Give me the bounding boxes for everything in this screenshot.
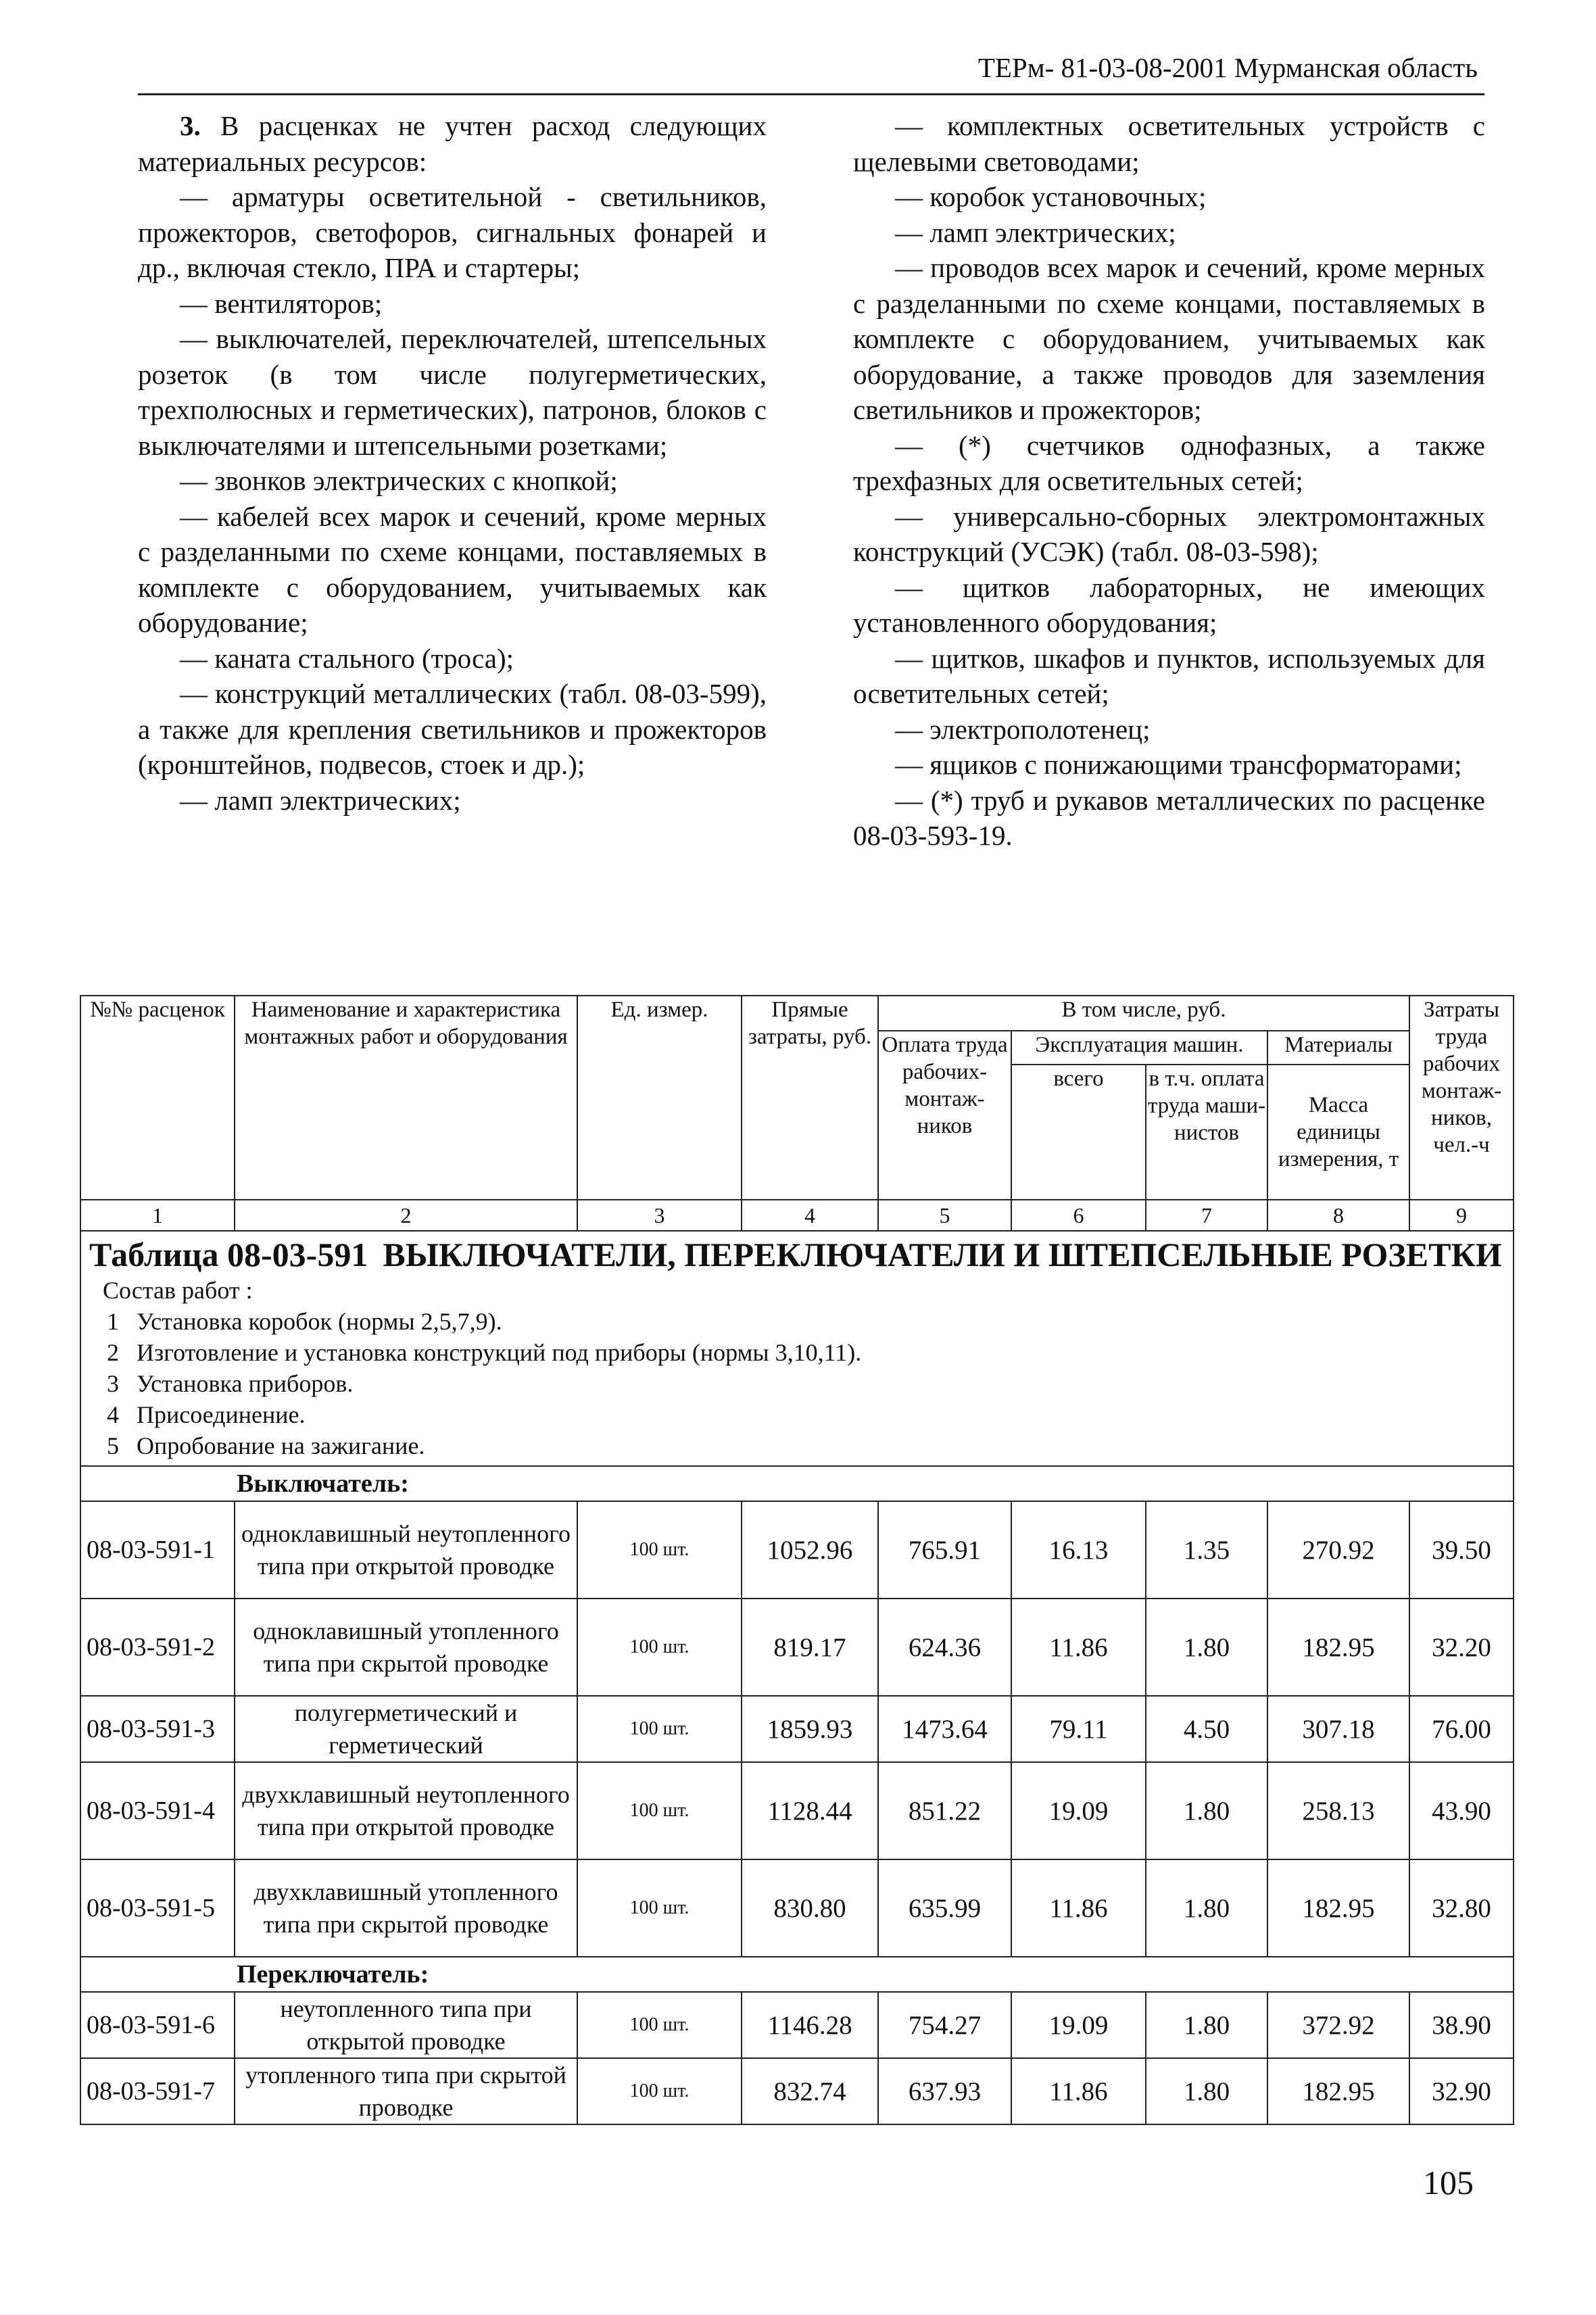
- direct-costs: 832.74: [742, 2058, 878, 2124]
- machine-total: 11.86: [1011, 1599, 1146, 1696]
- direct-costs: 819.17: [742, 1599, 878, 1696]
- machine-total: 11.86: [1011, 1859, 1146, 1957]
- unit: 100 шт.: [577, 1501, 742, 1599]
- step-text: Опробование на зажигание.: [137, 1432, 425, 1459]
- labor-costs: 32.20: [1409, 1599, 1514, 1696]
- labor-costs: 38.90: [1409, 1992, 1514, 2058]
- labor-costs: 32.90: [1409, 2058, 1514, 2124]
- header-machinist-pay: в т.ч. оплата труда маши-нистов: [1146, 1065, 1267, 1200]
- composition-label: Состав работ :: [103, 1277, 253, 1304]
- table-row: [80, 1599, 1514, 1696]
- rate-code: 08-03-591-7: [80, 2058, 235, 2124]
- materials: 270.92: [1267, 1501, 1409, 1599]
- machine-total: 19.09: [1011, 1762, 1146, 1859]
- direct-costs: 1859.93: [742, 1696, 878, 1762]
- step-number: 4: [107, 1401, 119, 1428]
- step-text: Присоединение.: [137, 1401, 306, 1428]
- labor-pay: 637.93: [878, 2058, 1011, 2124]
- rate-code: 08-03-591-2: [80, 1599, 235, 1696]
- labor-costs: 43.90: [1409, 1762, 1514, 1859]
- labor-costs: 39.50: [1409, 1501, 1514, 1599]
- left-list-item: — арматуры осветительной - светильников, прожекторов, светофоров, сигнальных фонарей и др., включая стекло, ПРА и стартеры;: [138, 181, 767, 283]
- machinist-pay: 1.80: [1146, 1859, 1267, 1957]
- header-labor-pay: Оплата труда рабочих-монтаж-ников: [878, 1031, 1011, 1200]
- left-list-item: — кабелей всех марок и сечений, кроме мерных с разделанными по схеме концами, поставляемых в комплекте с оборудованием, учитываемых как оборудование;: [138, 500, 767, 638]
- step-number: 5: [107, 1432, 119, 1459]
- header-materials: Материалы: [1267, 1031, 1409, 1065]
- rate-code: 08-03-591-4: [80, 1762, 235, 1859]
- column-number: 3: [577, 1200, 742, 1231]
- left-list-item: — конструкций металлических (табл. 08-03-599), а также для крепления светильников и прожекторов (кронштейнов, подвесов, стоек и др.);: [138, 678, 767, 780]
- section-header: [80, 1231, 1514, 1466]
- composition-step: [89, 1306, 1506, 1337]
- work-name: двухклавишный утопленного типа при скрытой проводке: [235, 1859, 577, 1957]
- labor-pay: 624.36: [878, 1599, 1011, 1696]
- table-row: [80, 1501, 1514, 1599]
- labor-pay: 635.99: [878, 1859, 1011, 1957]
- materials: 182.95: [1267, 1859, 1409, 1957]
- left-list-item: — выключателей, переключателей, штепсельных розеток (в том числе полугерметических, трехполюсных и герметических), патронов, блоков с выключателями и штепсельными розетками;: [138, 323, 767, 461]
- left-list-item: — ламп электрических;: [180, 784, 461, 816]
- group-label: Переключатель:: [80, 1957, 1514, 1992]
- machine-total: 11.86: [1011, 2058, 1146, 2124]
- materials: 372.92: [1267, 1992, 1409, 2058]
- right-list-item: — проводов всех марок и сечений, кроме мерных с разделанными по схеме концами, поставляемых в комплекте с оборудованием, учитываемых как оборудование, а также проводов для заземления светильников и прожекторов;: [853, 252, 1485, 425]
- composition-step: [89, 1399, 1506, 1430]
- work-name: утопленного типа при скрытой проводке: [235, 2058, 577, 2124]
- machine-total: 79.11: [1011, 1696, 1146, 1762]
- column-number-row: [80, 1200, 1514, 1231]
- running-header: [138, 46, 1484, 95]
- header-unit: Ед. измер.: [577, 996, 742, 1200]
- section-header-row: [80, 1231, 1514, 1466]
- right-list-item: — щитков лабораторных, не имеющих установленного оборудования;: [853, 571, 1485, 638]
- composition-step: [89, 1430, 1506, 1461]
- right-list-item: — универсально-сборных электромонтажных конструкций (УСЭК) (табл. 08-03-598);: [853, 500, 1485, 567]
- right-list-item: — щитков, шкафов и пунктов, используемых для осветительных сетей;: [853, 642, 1485, 709]
- machinist-pay: 1.80: [1146, 1992, 1267, 2058]
- step-text: Изготовление и установка конструкций под приборы (нормы 3,10,11).: [137, 1339, 862, 1366]
- table-row: [80, 1859, 1514, 1957]
- materials: 182.95: [1267, 2058, 1409, 2124]
- unit: 100 шт.: [577, 1859, 742, 1957]
- notice-number: 3.: [180, 110, 201, 141]
- table-row: [80, 1992, 1514, 2058]
- notice-paragraph: [138, 108, 767, 179]
- left-list-item: — вентиляторов;: [180, 287, 383, 319]
- table-title-label: Таблица 08-03-591: [89, 1236, 368, 1273]
- right-list-item: — коробок установочных;: [895, 181, 1207, 212]
- unit: 100 шт.: [577, 1992, 742, 2058]
- table-row: [80, 1696, 1514, 1762]
- right-list-item: — электрополотенец;: [895, 713, 1151, 745]
- left-list-item: — каната стального (троса);: [180, 642, 514, 674]
- left-column: [138, 108, 767, 818]
- header-rate-number: №№ расценок: [80, 996, 235, 1200]
- table-row: [80, 1762, 1514, 1859]
- header-work-name: Наименование и характеристика монтажных работ и оборудования: [235, 996, 577, 1200]
- composition-step: [89, 1368, 1506, 1399]
- right-column: [853, 108, 1485, 854]
- labor-pay: 765.91: [878, 1501, 1011, 1599]
- header-labor-costs: Затраты труда рабочих монтаж-ников, чел.-ч: [1409, 996, 1514, 1200]
- step-text: Установка приборов.: [137, 1370, 354, 1397]
- work-name: полугерметический и герметический: [235, 1696, 577, 1762]
- machinist-pay: 1.80: [1146, 1599, 1267, 1696]
- unit: 100 шт.: [577, 1599, 742, 1696]
- rate-code: 08-03-591-3: [80, 1696, 235, 1762]
- column-number: 7: [1146, 1200, 1267, 1231]
- header-including: В том числе, руб.: [878, 996, 1409, 1031]
- direct-costs: 830.80: [742, 1859, 878, 1957]
- rates-table: [80, 995, 1514, 2125]
- running-header-title: ТЕРм- 81-03-08-2001 Мурманская область: [977, 52, 1478, 83]
- group-row: [80, 1466, 1514, 1501]
- table-row: [80, 2058, 1514, 2124]
- header-machine-operation: Эксплуатация машин.: [1011, 1031, 1267, 1065]
- machinist-pay: 4.50: [1146, 1696, 1267, 1762]
- rate-code: 08-03-591-5: [80, 1859, 235, 1957]
- right-list-item: — (*) счетчиков однофазных, а также трехфазных для осветительных сетей;: [853, 429, 1485, 496]
- unit: 100 шт.: [577, 1762, 742, 1859]
- group-row: [80, 1957, 1514, 1992]
- work-name: одноклавишный утопленного типа при скрытой проводке: [235, 1599, 577, 1696]
- unit: 100 шт.: [577, 1696, 742, 1762]
- labor-pay: 754.27: [878, 1992, 1011, 2058]
- direct-costs: 1146.28: [742, 1992, 878, 2058]
- right-list-item: — (*) труб и рукавов металлических по расценке 08-03-593-19.: [853, 784, 1485, 851]
- unit: 100 шт.: [577, 2058, 742, 2124]
- right-list-item: — комплектных осветительных устройств с щелевыми световодами;: [853, 110, 1485, 177]
- column-number: 5: [878, 1200, 1011, 1231]
- work-name: двухклавишный неутопленного типа при открытой проводке: [235, 1762, 577, 1859]
- left-list-item: — звонков электрических с кнопкой;: [180, 465, 618, 496]
- right-list-item: — ламп электрических;: [895, 216, 1176, 248]
- labor-costs: 32.80: [1409, 1859, 1514, 1957]
- right-list-item: — ящиков с понижающими трансформаторами;: [895, 749, 1462, 780]
- labor-costs: 76.00: [1409, 1696, 1514, 1762]
- materials: 307.18: [1267, 1696, 1409, 1762]
- step-number: 3: [107, 1370, 119, 1397]
- machinist-pay: 1.80: [1146, 2058, 1267, 2124]
- column-number: 4: [742, 1200, 878, 1231]
- step-number: 1: [107, 1308, 119, 1335]
- column-number: 6: [1011, 1200, 1146, 1231]
- labor-pay: 1473.64: [878, 1696, 1011, 1762]
- direct-costs: 1128.44: [742, 1762, 878, 1859]
- column-number: 2: [235, 1200, 577, 1231]
- header-machine-total: всего: [1011, 1065, 1146, 1200]
- column-number: 8: [1267, 1200, 1409, 1231]
- notice-text: В расценках не учтен расход следующих материальных ресурсов:: [138, 110, 767, 177]
- group-label: Выключатель:: [80, 1466, 1514, 1501]
- materials: 182.95: [1267, 1599, 1409, 1696]
- step-number: 2: [107, 1339, 119, 1366]
- work-name: неутопленного типа при открытой проводке: [235, 1992, 577, 2058]
- direct-costs: 1052.96: [742, 1501, 878, 1599]
- step-text: Установка коробок (нормы 2,5,7,9).: [137, 1308, 502, 1335]
- rate-code: 08-03-591-6: [80, 1992, 235, 2058]
- table-title: [89, 1234, 1506, 1275]
- labor-pay: 851.22: [878, 1762, 1011, 1859]
- table-title-text: ВЫКЛЮЧАТЕЛИ, ПЕРЕКЛЮЧАТЕЛИ И ШТЕПСЕЛЬНЫЕ РОЗЕТКИ: [383, 1236, 1502, 1273]
- column-number: 9: [1409, 1200, 1514, 1231]
- header-direct-costs: Прямые затраты, руб.: [742, 996, 878, 1200]
- machinist-pay: 1.80: [1146, 1762, 1267, 1859]
- rate-code: 08-03-591-1: [80, 1501, 235, 1599]
- work-name: одноклавишный неутопленного типа при открытой проводке: [235, 1501, 577, 1599]
- column-number: 1: [80, 1200, 235, 1231]
- materials: 258.13: [1267, 1762, 1409, 1859]
- machine-total: 19.09: [1011, 1992, 1146, 2058]
- machinist-pay: 1.35: [1146, 1501, 1267, 1599]
- machine-total: 16.13: [1011, 1501, 1146, 1599]
- composition-step: [89, 1337, 1506, 1368]
- page-number: 105: [1423, 2164, 1474, 2201]
- header-unit-mass: Масса единицы измерения, т: [1267, 1065, 1409, 1200]
